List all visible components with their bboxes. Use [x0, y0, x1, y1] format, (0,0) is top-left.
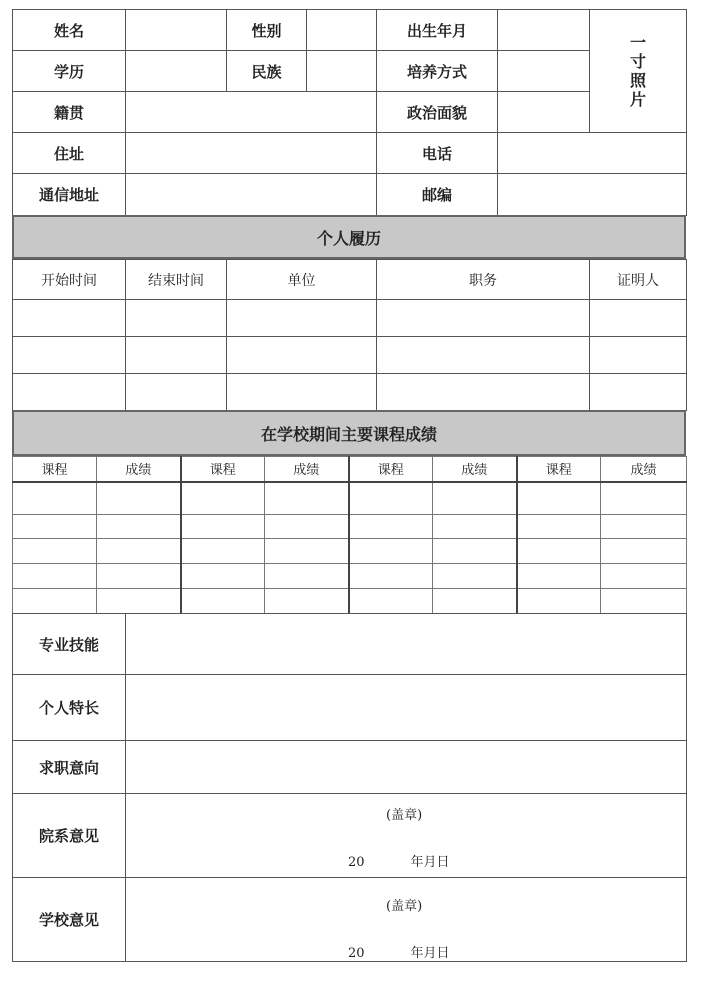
mail-address-field[interactable] — [126, 174, 377, 216]
grade-cell[interactable] — [181, 539, 265, 564]
resume-title: 个人履历 — [13, 216, 685, 258]
grades-title-bar — [12, 410, 686, 456]
ethnicity-field[interactable] — [307, 51, 377, 92]
grade-cell[interactable] — [601, 589, 687, 614]
resume-row — [13, 374, 687, 411]
grade-cell[interactable] — [265, 482, 349, 515]
postcode-label: 邮编 — [377, 174, 498, 216]
grades-row — [13, 482, 687, 515]
grades-row — [13, 589, 687, 614]
resume-row — [13, 337, 687, 374]
grade-cell[interactable] — [97, 515, 181, 539]
specialty-label: 个人特长 — [13, 675, 126, 741]
grade-cell[interactable] — [13, 589, 97, 614]
dept-stamp-text: (盖章) — [386, 808, 423, 823]
resume-title-bar — [12, 215, 686, 259]
dept-opinion-field[interactable] — [126, 794, 687, 878]
photo-text-1: 一 — [629, 33, 646, 52]
grade-cell[interactable] — [517, 515, 601, 539]
grades-header-score: 成绩 — [433, 457, 517, 482]
birth-label: 出生年月 — [377, 10, 498, 51]
grade-cell[interactable] — [349, 589, 433, 614]
resume-cell[interactable] — [227, 374, 377, 411]
gender-field[interactable] — [307, 10, 377, 51]
grades-header-course: 课程 — [517, 457, 601, 482]
grade-cell[interactable] — [265, 515, 349, 539]
school-opinion-field[interactable] — [126, 878, 687, 962]
resume-header-end: 结束时间 — [126, 260, 227, 300]
name-label: 姓名 — [13, 10, 126, 51]
phone-field[interactable] — [498, 133, 687, 174]
resume-header-witness: 证明人 — [590, 260, 687, 300]
grade-cell[interactable] — [349, 539, 433, 564]
intent-label: 求职意向 — [13, 741, 126, 794]
photo-text-4: 片 — [629, 90, 646, 109]
resume-header-unit: 单位 — [227, 260, 377, 300]
mail-address-label: 通信地址 — [13, 174, 126, 216]
grades-row — [13, 564, 687, 589]
training-label: 培养方式 — [377, 51, 498, 92]
grades-row — [13, 539, 687, 564]
birth-field[interactable] — [498, 10, 590, 51]
resume-header-start: 开始时间 — [13, 260, 126, 300]
grade-cell[interactable] — [97, 589, 181, 614]
grade-cell[interactable] — [349, 564, 433, 589]
resume-cell[interactable] — [126, 374, 227, 411]
grade-cell[interactable] — [181, 482, 265, 515]
grade-cell[interactable] — [601, 515, 687, 539]
resume-cell[interactable] — [377, 337, 590, 374]
grade-cell[interactable] — [349, 482, 433, 515]
grade-cell[interactable] — [433, 589, 517, 614]
photo-text-3: 照 — [629, 71, 646, 90]
resume-cell[interactable] — [126, 337, 227, 374]
name-field[interactable] — [126, 10, 227, 51]
gender-label: 性别 — [227, 10, 307, 51]
grade-cell[interactable] — [433, 482, 517, 515]
grades-header-score: 成绩 — [97, 457, 181, 482]
education-field[interactable] — [126, 51, 227, 92]
grade-cell[interactable] — [601, 539, 687, 564]
address-field[interactable] — [126, 133, 377, 174]
school-date-text: 20 年月日 — [348, 946, 450, 961]
grades-table — [12, 456, 687, 614]
school-stamp-text: (盖章) — [386, 899, 423, 914]
dept-opinion-label: 院系意见 — [13, 794, 126, 878]
grade-cell[interactable] — [517, 564, 601, 589]
grade-cell[interactable] — [265, 564, 349, 589]
grades-header-course: 课程 — [181, 457, 265, 482]
grade-cell[interactable] — [517, 539, 601, 564]
skills-field[interactable] — [126, 614, 687, 675]
grade-cell[interactable] — [433, 564, 517, 589]
grade-cell[interactable] — [349, 515, 433, 539]
grades-row — [13, 515, 687, 539]
photo-box[interactable] — [590, 10, 687, 133]
grade-cell[interactable] — [181, 589, 265, 614]
resume-cell[interactable] — [590, 300, 687, 337]
resume-row — [13, 300, 687, 337]
native-place-label: 籍贯 — [13, 92, 126, 133]
school-opinion-label: 学校意见 — [13, 878, 126, 962]
resume-cell[interactable] — [13, 374, 126, 411]
grades-header-course: 课程 — [349, 457, 433, 482]
grade-cell[interactable] — [97, 539, 181, 564]
postcode-field[interactable] — [498, 174, 687, 216]
resume-cell[interactable] — [13, 337, 126, 374]
address-label: 住址 — [13, 133, 126, 174]
grade-cell[interactable] — [433, 539, 517, 564]
basic-info-table — [12, 9, 687, 216]
resume-cell[interactable] — [590, 337, 687, 374]
education-label: 学历 — [13, 51, 126, 92]
skills-label: 专业技能 — [13, 614, 126, 675]
resume-cell[interactable] — [126, 300, 227, 337]
grade-cell[interactable] — [601, 564, 687, 589]
resume-cell[interactable] — [13, 300, 126, 337]
photo-text-2: 寸 — [629, 52, 646, 71]
resume-cell[interactable] — [377, 374, 590, 411]
political-label: 政治面貌 — [377, 92, 498, 133]
grade-cell[interactable] — [97, 482, 181, 515]
grade-cell[interactable] — [601, 482, 687, 515]
grade-cell[interactable] — [13, 564, 97, 589]
resume-cell[interactable] — [227, 300, 377, 337]
grade-cell[interactable] — [97, 564, 181, 589]
grades-title: 在学校期间主要课程成绩 — [13, 411, 685, 455]
extra-info-table — [12, 613, 687, 962]
native-place-field[interactable] — [126, 92, 377, 133]
grade-cell[interactable] — [517, 482, 601, 515]
grade-cell[interactable] — [181, 564, 265, 589]
resume-cell[interactable] — [590, 374, 687, 411]
resume-header-position: 职务 — [377, 260, 590, 300]
grade-cell[interactable] — [13, 482, 97, 515]
specialty-field[interactable] — [126, 675, 687, 741]
training-field[interactable] — [498, 51, 590, 92]
grade-cell[interactable] — [265, 589, 349, 614]
ethnicity-label: 民族 — [227, 51, 307, 92]
grades-header-score: 成绩 — [265, 457, 349, 482]
resume-cell[interactable] — [377, 300, 590, 337]
grade-cell[interactable] — [517, 589, 601, 614]
resume-table — [12, 259, 687, 411]
political-field[interactable] — [498, 92, 590, 133]
grade-cell[interactable] — [265, 539, 349, 564]
grade-cell[interactable] — [13, 515, 97, 539]
dept-date-text: 20 年月日 — [348, 855, 450, 870]
phone-label: 电话 — [377, 133, 498, 174]
intent-field[interactable] — [126, 741, 687, 794]
resume-cell[interactable] — [227, 337, 377, 374]
grades-header-course: 课程 — [13, 457, 97, 482]
grade-cell[interactable] — [13, 539, 97, 564]
grade-cell[interactable] — [433, 515, 517, 539]
grade-cell[interactable] — [181, 515, 265, 539]
grades-header-score: 成绩 — [601, 457, 687, 482]
